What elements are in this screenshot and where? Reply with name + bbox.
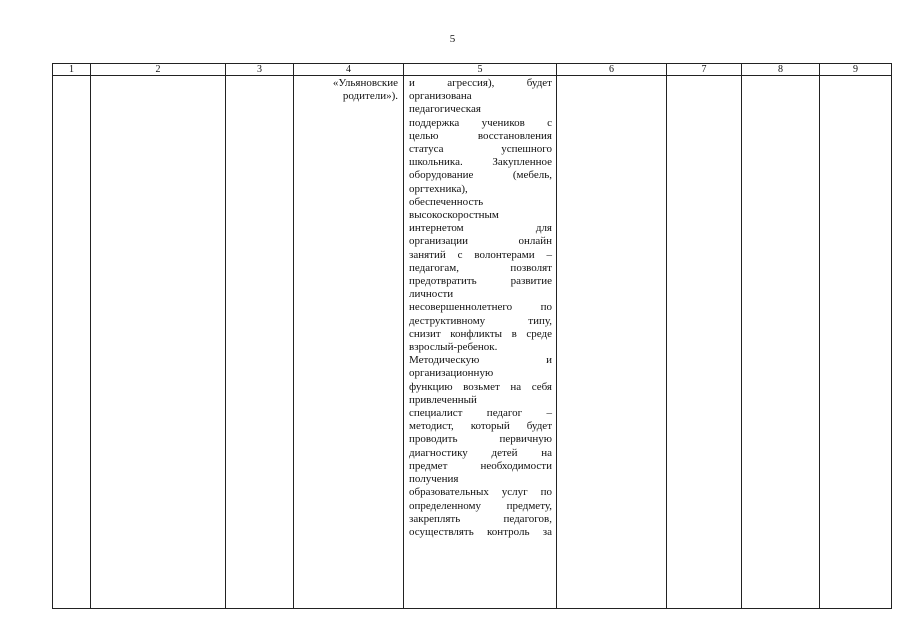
text-line: диагностику детей на: [409, 446, 552, 459]
cell-col1: [53, 76, 91, 609]
text-line: предмет необходимости: [409, 459, 552, 472]
cell-col6: [557, 76, 667, 609]
text-line: организационную: [409, 367, 494, 380]
text-line: предотвратить развитие: [409, 275, 552, 288]
text-line: педагогам, позволят: [409, 261, 552, 274]
cell-col4-text: [294, 76, 403, 103]
cell-col5: [404, 76, 557, 609]
text-line: оргтехника),: [409, 182, 468, 195]
text-line: несовершеннолетнего по: [409, 301, 552, 314]
column-header: 6: [557, 64, 667, 76]
text-line: привлеченный: [409, 393, 477, 406]
text-line: взрослый-ребенок.: [409, 341, 498, 354]
text-line: деструктивному типу,: [409, 314, 552, 327]
cell-col8: [742, 76, 820, 609]
text-line: организации онлайн: [409, 235, 552, 248]
text-line: осуществлять контроль за: [409, 525, 552, 538]
text-line: проводить первичную: [409, 433, 552, 446]
text-line: оборудование (мебель,: [409, 169, 552, 182]
text-line: педагогическая: [409, 103, 481, 116]
cell-col2: [91, 76, 226, 609]
text-line: определенному предмету,: [409, 499, 552, 512]
column-header: 4: [294, 64, 404, 76]
text-line: обеспеченность: [409, 195, 484, 208]
text-line: интернетом для: [409, 222, 552, 235]
column-header: 8: [742, 64, 820, 76]
text-line: методист, который будет: [409, 420, 552, 433]
document-table: [52, 63, 892, 609]
text-line: Методическую и: [409, 354, 552, 367]
cell-col3: [226, 76, 294, 609]
table-row: [53, 76, 892, 609]
text-line: организована: [409, 90, 472, 103]
text-line: занятий с волонтерами –: [409, 248, 552, 261]
column-header: 9: [820, 64, 892, 76]
text-line: высокоскоростным: [409, 209, 499, 222]
column-header: 3: [226, 64, 294, 76]
text-line: личности: [409, 288, 454, 301]
text-line: школьника. Закупленное: [409, 156, 552, 169]
column-header: 7: [667, 64, 742, 76]
text-line: закреплять педагогов,: [409, 512, 552, 525]
cell-col9: [820, 76, 892, 609]
page-number: 5: [449, 33, 456, 45]
text-line: и агрессия), будет: [409, 77, 552, 89]
cell-col4: [294, 76, 404, 609]
text-line: «Ульяновские: [332, 77, 398, 89]
text-line: родители»).: [342, 90, 398, 103]
text-line: специалист педагог –: [409, 407, 552, 420]
cell-col5-text: [404, 76, 556, 539]
text-line: поддержка учеников с: [409, 116, 552, 129]
text-line: снизит конфликты в среде: [409, 327, 552, 340]
text-line: целью восстановления: [409, 129, 552, 142]
text-line: статуса успешного: [409, 143, 552, 156]
column-header: 1: [53, 64, 91, 76]
text-line: получения: [409, 473, 459, 486]
text-line: функцию возьмет на себя: [409, 380, 552, 393]
column-number-row: [53, 64, 892, 76]
column-header: 2: [91, 64, 226, 76]
text-line: образовательных услуг по: [409, 486, 552, 499]
column-header: 5: [404, 64, 557, 76]
cell-col7: [667, 76, 742, 609]
